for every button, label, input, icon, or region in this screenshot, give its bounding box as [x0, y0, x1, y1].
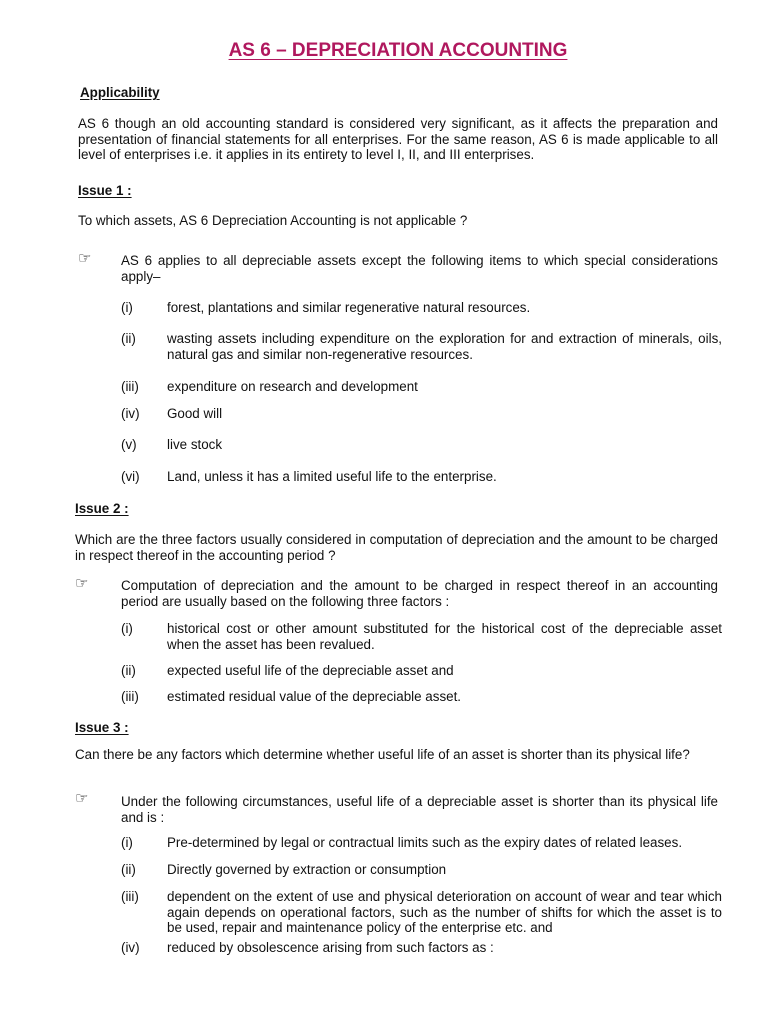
list-item: estimated residual value of the depreciable asset.: [167, 689, 462, 704]
list-item-number: (i): [121, 621, 133, 636]
issue1-heading: Issue 1 :: [78, 183, 132, 198]
issue2-question: Which are the three factors usually considered in computation of depreciation and the amount to be charged in respect thereof in the accounting period ?: [75, 532, 718, 563]
list-item-number: (i): [121, 835, 133, 850]
issue1-question: To which assets, AS 6 Depreciation Accounting is not applicable ?: [78, 213, 468, 228]
list-item: reduced by obsolescence arising from such factors as :: [167, 940, 494, 955]
list-item: expected useful life of the depreciable asset and: [167, 663, 454, 678]
list-item-number: (iii): [121, 689, 139, 704]
list-item-number: (iii): [121, 379, 139, 394]
list-item-number: (iv): [121, 940, 140, 955]
page-title: AS 6 – DEPRECIATION ACCOUNTING: [228, 40, 568, 61]
list-item-number: (ii): [121, 663, 136, 678]
applicability-paragraph: AS 6 though an old accounting standard is considered very significant, as it affects the preparation and presentation of financial statements for all enterprises. For the same reason, AS 6 is made applicable to all level of enterprises i.e. it applies in its entirety to level I, II, and III enterprises.: [78, 116, 718, 162]
list-item: forest, plantations and similar regenerative natural resources.: [167, 300, 531, 315]
list-item: Directly governed by extraction or consumption: [167, 862, 447, 877]
list-item: Good will: [167, 406, 223, 421]
pointing-hand-icon: ☞: [75, 575, 89, 592]
list-item: Pre-determined by legal or contractual limits such as the expiry dates of related leases.: [167, 835, 683, 850]
list-item: historical cost or other amount substituted for the historical cost of the depreciable asset when the asset has been revalued.: [167, 621, 722, 652]
list-item-number: (i): [121, 300, 133, 315]
issue3-heading: Issue 3 :: [75, 720, 129, 735]
list-item-number: (iii): [121, 889, 139, 904]
list-item: Land, unless it has a limited useful life to the enterprise.: [167, 469, 497, 484]
list-item-number: (v): [121, 437, 137, 452]
list-item: wasting assets including expenditure on the exploration for and extraction of minerals, oils, natural gas and similar non-regenerative resources.: [167, 331, 722, 362]
list-item-number: (ii): [121, 862, 136, 877]
issue2-answer: Computation of depreciation and the amount to be charged in respect thereof in an accounting period are usually based on the following three factors :: [121, 578, 718, 609]
list-item-number: (iv): [121, 406, 140, 421]
pointing-hand-icon: ☞: [78, 250, 92, 267]
pointing-hand-icon: ☞: [75, 790, 89, 807]
list-item-number: (vi): [121, 469, 140, 484]
issue1-answer: AS 6 applies to all depreciable assets except the following items to which special considerations apply–: [121, 253, 718, 284]
issue3-question: Can there be any factors which determine whether useful life of an asset is shorter than its physical life?: [75, 747, 690, 762]
list-item: live stock: [167, 437, 223, 452]
list-item-number: (ii): [121, 331, 136, 346]
issue2-heading: Issue 2 :: [75, 501, 129, 516]
list-item: dependent on the extent of use and physical deterioration on account of wear and tear which again depends on operational factors, such as the number of shifts for which the asset is to be used, repair and maintenance policy of the enterprise etc. and: [167, 889, 722, 935]
applicability-heading: Applicability: [80, 85, 160, 100]
list-item: expenditure on research and development: [167, 379, 418, 394]
issue3-answer: Under the following circumstances, useful life of a depreciable asset is shorter than its physical life and is :: [121, 794, 718, 825]
